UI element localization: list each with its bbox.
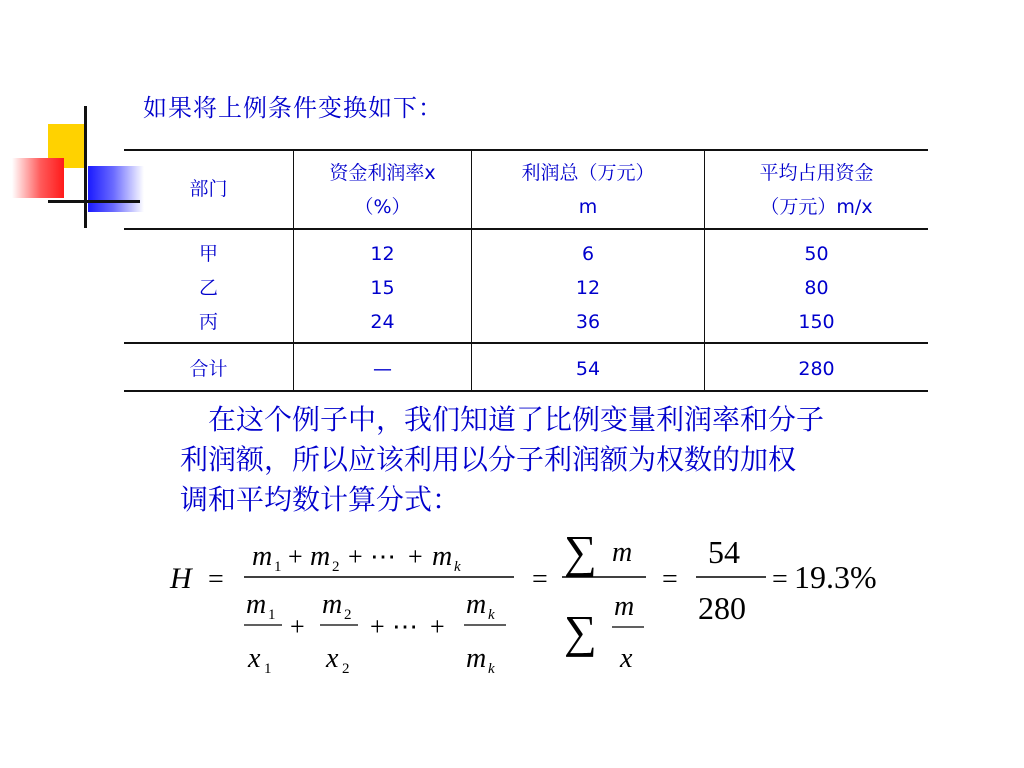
header-dept: 部门 [189,178,228,200]
formula-eq: = [662,564,678,595]
formula-sub: 1 [264,661,272,677]
paragraph-line: 在这个例子中，我们知道了比例变量利润率和分子 [208,403,825,436]
row-profit: 12 [575,277,601,299]
formula-eq: = [772,564,788,595]
formula-plus: + [348,542,363,571]
row-capital: 50 [804,243,829,265]
header-capital: 平均占用资金 [759,162,874,184]
data-table [124,149,928,392]
total-rate: — [373,358,392,380]
formula-m: m [466,643,487,674]
table-header-rule [124,228,928,230]
formula-sub: 1 [268,607,276,623]
formula-sigma: ∑ [564,526,597,577]
formula-m: m [612,537,633,568]
row-rate: 24 [370,311,395,333]
formula-m: m [246,589,267,620]
formula-h: H [170,562,192,595]
formula-m: m [466,589,487,620]
formula-sub: k [488,607,495,623]
formula-x: x [620,643,633,674]
formula-m: m [614,591,635,622]
formula-m: m [310,541,331,572]
paragraph-line: 调和平均数计算分式： [180,483,461,516]
formula-plus: + [370,612,385,641]
formula-x: x [248,643,261,674]
formula-dots: ⋯ [392,612,418,641]
formula-x: x [326,643,339,674]
header-profit-unit: m [578,196,598,218]
total-profit: 54 [575,358,601,380]
formula-plus: + [290,612,305,641]
formula-plus: + [288,542,303,571]
formula-sub: 2 [344,607,352,623]
formula-plus: + [430,612,445,641]
slide-heading: 如果将上例条件变换如下： [143,94,443,122]
formula-plus: + [408,542,423,571]
formula-sub: 1 [274,559,282,575]
formula-result: 19.3% [794,559,877,595]
formula-m: m [252,541,273,572]
formula-sub: 2 [342,661,350,677]
row-rate: 15 [370,277,395,299]
header-profit: 利润总（万元） [521,162,655,184]
formula-numerator: 54 [708,534,740,570]
header-rate: 资金利润率x [329,162,436,184]
row-profit: 6 [581,243,595,265]
row-capital: 150 [798,311,835,333]
row-dept: 甲 [198,243,218,265]
formula-sub: k [454,559,461,575]
weighted-harmonic-mean-formula [160,525,920,685]
table-top-rule [124,149,928,151]
row-dept: 乙 [198,277,218,299]
formula-m: m [432,541,453,572]
formula-m: m [322,589,343,620]
header-capital-unit: （万元）m/x [760,196,873,218]
table-body-rule [124,342,928,344]
row-capital: 80 [804,277,829,299]
red-gradient-square [12,158,64,198]
table-bottom-rule [124,390,928,392]
formula-sub: 2 [332,559,340,575]
row-profit: 36 [575,311,601,333]
total-label: 合计 [189,358,228,380]
vertical-line [84,106,87,228]
header-rate-unit: （%） [354,196,411,218]
formula-eq: = [208,564,224,595]
formula-dots: ⋯ [370,542,396,571]
formula-eq: = [532,564,548,595]
total-capital: 280 [798,358,835,380]
formula-sigma: ∑ [564,606,597,657]
formula-denominator: 280 [698,590,746,626]
row-dept: 丙 [198,311,218,333]
explanation-paragraph [180,400,970,520]
paragraph-line: 利润额，所以应该利用以分子利润额为权数的加权 [180,443,797,476]
row-rate: 12 [370,243,395,265]
formula-sub: k [488,661,495,677]
